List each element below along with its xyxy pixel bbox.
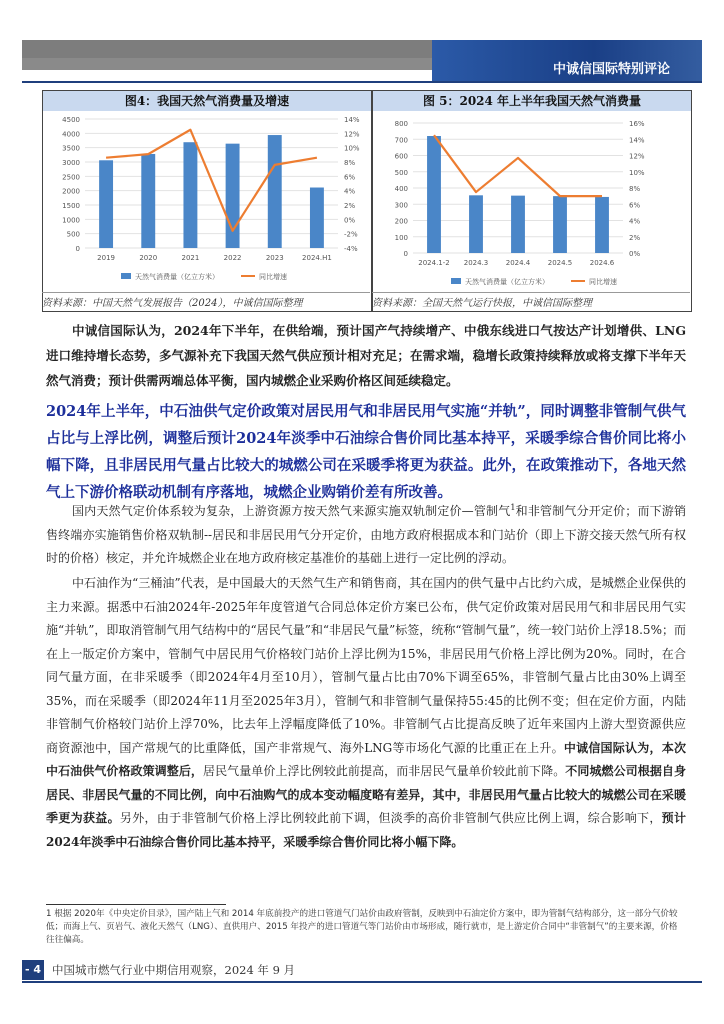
figure-5-source: 资料来源：全国天然气运行快报，中诚信国际整理 xyxy=(372,292,690,308)
legend-bar-label: 天然气消费量（亿立方米） xyxy=(135,273,219,281)
left-tick-label: 400 xyxy=(394,185,408,193)
para4-text-e: 另外，由于非管制气价格上浮比例较此前下调，但淡季的高价非管制气供应比例上调，综合影响下， xyxy=(119,811,662,825)
left-tick-label: 0 xyxy=(403,250,408,258)
page-number: - 4 - xyxy=(22,960,44,980)
header-rule xyxy=(22,81,702,83)
right-tick-label: 6% xyxy=(629,201,641,210)
x-tick-label: 2024.5 xyxy=(547,259,573,267)
left-tick-label: 800 xyxy=(394,120,408,128)
x-tick-label: 2024.1-2 xyxy=(418,259,450,267)
left-tick-label: 4000 xyxy=(62,130,80,139)
right-tick-label: 0% xyxy=(629,250,641,258)
right-tick-label: 12% xyxy=(629,152,645,161)
legend-bar-swatch xyxy=(121,273,131,279)
paragraph-outlook: 中诚信国际认为，2024年下半年，在供给端，预计国产气持续增产、中俄东线进口气按达产计划增供、LNG进口维持增长态势，多气源补充下我国天然气供应预计相对充足；在需求端，稳增长政策持续释放或将支撑下半年天然气消费；预计供需两端总体平衡，国内城燃企业采购价格区间延续稳定。 xyxy=(46,323,686,388)
right-tick-label: 4% xyxy=(629,217,641,226)
bar xyxy=(268,135,282,248)
right-tick-label: 8% xyxy=(344,159,356,167)
left-tick-label: 700 xyxy=(394,136,408,145)
right-tick-label: 10% xyxy=(629,168,645,177)
paragraph-petrochina xyxy=(46,572,686,854)
paragraph-highlight: 2024年上半年，中石油供气定价政策对居民用气和非居民用气实施“并轨”，同时调整非管制气供气占比与上浮比例，调整后预计2024年淡季中石油综合售价同比基本持平，采暖季综合售价同比将小幅下降，且非居民用气量占比较大的城燃公司在采暖季将更为获益。此外，在政策推动下，各地天然气上下游价格联动机制有序落地，城燃企业购销价差有所改善。 xyxy=(46,403,686,501)
right-tick-label: 14% xyxy=(344,116,360,124)
figure-4-chart xyxy=(43,111,371,291)
right-tick-label: -4% xyxy=(344,245,358,253)
figure-5-title: 图 5：2024 年上半年我国天然气消费量 xyxy=(373,91,691,111)
left-tick-label: 500 xyxy=(66,230,80,239)
left-tick-label: 100 xyxy=(394,233,408,242)
bar xyxy=(310,188,324,248)
para4-text-c: 居民气量单价上浮比例较此前提高，而非居民气量单价较此前下降。 xyxy=(203,764,566,778)
right-tick-label: 0% xyxy=(344,216,356,225)
footnote-rule xyxy=(46,904,226,905)
legend-bar-swatch xyxy=(451,278,461,284)
right-tick-label: 10% xyxy=(344,144,360,153)
right-tick-label: 6% xyxy=(344,173,356,182)
x-tick-label: 2019 xyxy=(97,254,115,262)
x-tick-label: 2023 xyxy=(265,254,284,262)
legend-line-label: 同比增速 xyxy=(589,278,617,286)
left-tick-label: 4500 xyxy=(62,116,80,124)
right-tick-label: 2% xyxy=(629,233,641,242)
legend-bar-label: 天然气消费量（亿立方米） xyxy=(465,278,549,286)
left-tick-label: 2000 xyxy=(62,187,80,196)
para3-text-b: 和非管制气分开定价；而下游销售终端亦实施销售价格双轨制--居民和非居民用气分开定价，由地方政府根据成本和门站价（即上下游交接天然气所有权时的价格）核定，并允许城燃企业在地方政府核定基准价的基础上进行一定比例的浮动。 xyxy=(46,504,686,565)
bar xyxy=(511,196,525,253)
growth-line xyxy=(434,135,602,196)
figure-4 xyxy=(42,90,372,312)
right-tick-label: 2% xyxy=(344,202,356,210)
paragraph-pricing-system xyxy=(46,500,686,571)
growth-line xyxy=(106,130,317,231)
left-tick-label: 200 xyxy=(394,217,408,226)
left-tick-label: 600 xyxy=(394,152,408,161)
legend-line-label: 同比增速 xyxy=(259,273,287,281)
footer-text: 中国城市燃气行业中期信用观察，2024 年 9 月 xyxy=(52,963,296,977)
bar xyxy=(99,160,113,248)
left-tick-label: 3500 xyxy=(62,144,80,153)
right-tick-label: 14% xyxy=(629,136,645,145)
figure-5-chart xyxy=(373,111,691,291)
para3-text-a: 国内天然气定价体系较为复杂，上游资源方按天然气来源实施双轨制定价—管制气 xyxy=(72,504,511,518)
x-tick-label: 2022 xyxy=(223,254,242,262)
x-tick-label: 2021 xyxy=(181,254,200,262)
left-tick-label: 300 xyxy=(394,201,408,210)
para4-bold-b: 中诚信国际认为，本次中石油供气价格政策调整后， xyxy=(46,740,686,778)
right-tick-label: 8% xyxy=(629,185,641,193)
x-tick-label: 2024.6 xyxy=(589,259,615,267)
para4-bold-f: 预计2024年淡季中石油综合售价同比基本持平，采暖季综合售价同比将小幅下降。 xyxy=(46,811,686,849)
x-tick-label: 2024.H1 xyxy=(302,254,332,262)
left-tick-label: 500 xyxy=(394,168,408,177)
bar xyxy=(427,136,441,253)
footer-rule xyxy=(22,981,702,983)
right-tick-label: 12% xyxy=(344,130,360,139)
x-tick-label: 2024.3 xyxy=(463,259,489,267)
left-tick-label: 3000 xyxy=(62,159,80,167)
footnote-ref[interactable]: 1 xyxy=(510,503,516,512)
right-tick-label: -2% xyxy=(344,230,358,239)
left-tick-label: 2500 xyxy=(62,173,80,182)
header-title: 中诚信国际特别评论 xyxy=(552,62,670,77)
figure-4-title: 图4：我国天然气消费量及增速 xyxy=(43,91,371,111)
right-tick-label: 16% xyxy=(629,120,645,128)
right-tick-label: 4% xyxy=(344,187,356,196)
left-tick-label: 1500 xyxy=(62,202,80,210)
para4-text-a: 中石油作为“三桶油”代表，是中国最大的天然气生产和销售商，其在国内的供气量中占比约六成，是城燃企业保供的主力来源。据悉中石油2024年-2025年年度管道气合同总体定价方案已公布，供气定价政策对居民用气和非居民用气实施“并轨”，即取消管制气用气结构中的“居民气量”和“非居民气量”标签，统称“管制气量”，统一较门站价上浮18.5%；而在上一版定价方案中，管制气中居民用气价格较门站价上浮比例为15%，非居民用气价格上浮比例为20%。同时，在合同气量方面，在非采暖季（即2024年4月至10月），管制气量占比由70%下调至65%，非管制气量占比由30%上调至35%，而在采暖季（即2024年11月至2025年3月），管制气和非管制气量保持55:45的比例不变；但在定价方面，内陆非管制气价格较门站价上浮70%，比去年上浮幅度降低了10%。非管制气占比提高反映了近年来国内上游大型资源供应商资源池中，国产常规气的比重降低，国产非常规气、海外LNG等市场化气源的比重正在上升。 xyxy=(46,576,686,755)
bar xyxy=(595,197,609,253)
x-tick-label: 2020 xyxy=(139,254,158,262)
figure-4-source: 资料来源：中国天然气发展报告（2024），中诚信国际整理 xyxy=(42,292,370,308)
bar xyxy=(141,154,155,248)
footnote: 1 根据 2020年《中央定价目录》，国产陆上气和 2014 年底前投产的进口管道气门站价由政府管制，反映到中石油定价方案中，即为管制气结构部分，这一部分气价较低；而海上气、页岩气、液化天然气（LNG）、直供用户、2015 年投产的进口管道气等门站价由市场形成，随行就市，是上游定价合同中“非管制气”的主要来源，价格往往偏高。 xyxy=(46,909,678,945)
bar xyxy=(469,195,483,253)
left-tick-label: 1000 xyxy=(62,216,80,225)
bar xyxy=(553,196,567,253)
bar xyxy=(226,144,240,248)
left-tick-label: 0 xyxy=(75,245,80,253)
figure-5 xyxy=(372,90,692,312)
bar xyxy=(183,142,197,248)
x-tick-label: 2024.4 xyxy=(505,259,531,267)
para4-bold-d: 不同城燃公司根据自身居民、非居民气量的不同比例，向中石油购气的成本变动幅度略有差异，其中，非居民用气量占比较大的城燃公司在采暖季更为获益。 xyxy=(46,764,686,825)
